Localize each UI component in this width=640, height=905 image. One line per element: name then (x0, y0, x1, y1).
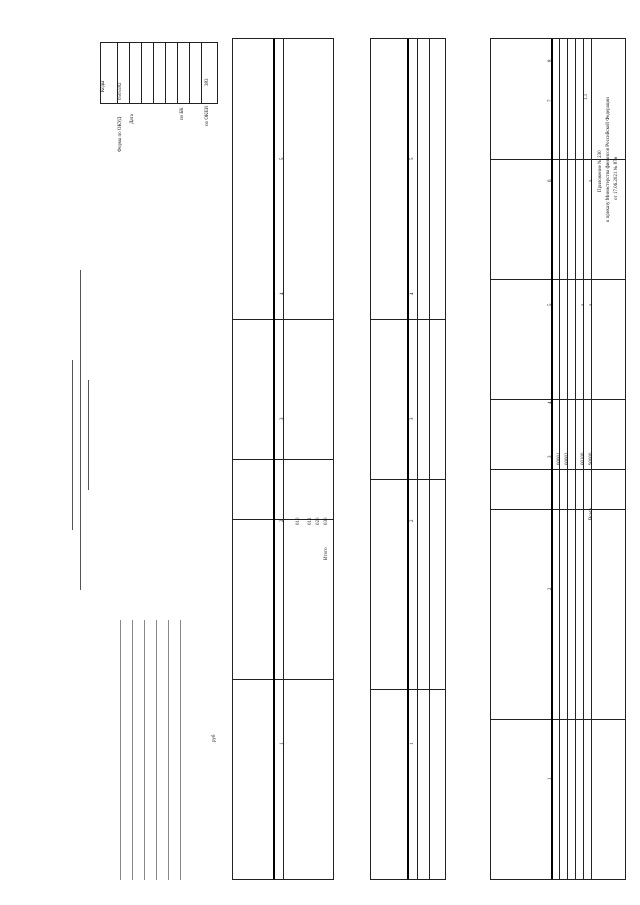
section1-col1: 1 (280, 742, 285, 745)
x-mark: x (589, 303, 594, 306)
okei-label: по ОКЕИ (205, 105, 210, 126)
fill-line (144, 620, 145, 880)
section2-col6: 6 (548, 179, 553, 182)
code-00002: 00002 (565, 452, 570, 465)
section2-col1: 1 (548, 777, 553, 780)
code-030: 030 (324, 517, 329, 525)
fill-line (132, 620, 133, 880)
footnote-mark: 1.1 (584, 93, 589, 100)
section1-col2: 2 (280, 519, 285, 522)
section11-col3: 3 (410, 417, 415, 420)
order-date: от 17.06.2021 № 87н (614, 156, 619, 200)
code-020: 020 (316, 517, 321, 525)
fill-line (168, 620, 169, 880)
section2-col8: 8 (548, 59, 553, 62)
date-label: Дата (130, 114, 135, 124)
fill-line (156, 620, 157, 880)
section2-total: Всего (589, 507, 594, 520)
okud-label: Форма по ОКУД (118, 116, 123, 152)
okei-code: 383 (205, 78, 210, 86)
okud-code: 0505582 (118, 82, 123, 100)
title-line-2 (80, 270, 81, 590)
codes-heading: Коды (101, 80, 106, 92)
code-00001: 00001 (557, 452, 562, 465)
section1-col4: 4 (280, 292, 285, 295)
fill-line (120, 620, 121, 880)
section11-col2: 2 (410, 519, 415, 522)
section2-col2: 2 (548, 587, 553, 590)
section1-col3: 3 (280, 417, 285, 420)
section11-col5: 5 (410, 157, 415, 160)
order-reference: к приказу Министерства финансов Российской Федерации (606, 97, 611, 222)
code-010: 010 (296, 517, 301, 525)
section1-col5: 5 (280, 157, 285, 160)
bk-label: по БК (180, 107, 185, 120)
section2-col7: 7 (548, 99, 553, 102)
section11-col4: 4 (410, 292, 415, 295)
code-011: 011 (308, 517, 313, 525)
section1-table (232, 38, 334, 880)
section11-col1: 1 (410, 742, 415, 745)
x-mark: x (581, 303, 586, 306)
code-00100: 00100 (581, 452, 586, 465)
section1-total: Итого (324, 547, 329, 560)
x-mark: x (589, 179, 594, 182)
fill-line (180, 620, 181, 880)
appendix-number: Приложение № 230 (598, 150, 603, 192)
section11-table (370, 38, 446, 880)
title-line-3 (88, 380, 89, 490)
title-line-1 (72, 360, 73, 530)
section2-col4: 4 (548, 401, 553, 404)
section2-col5: 5 (548, 303, 553, 306)
unit-label: руб (212, 734, 217, 742)
section2-col3: 3 (548, 455, 553, 458)
code-90000: 90000 (589, 452, 594, 465)
